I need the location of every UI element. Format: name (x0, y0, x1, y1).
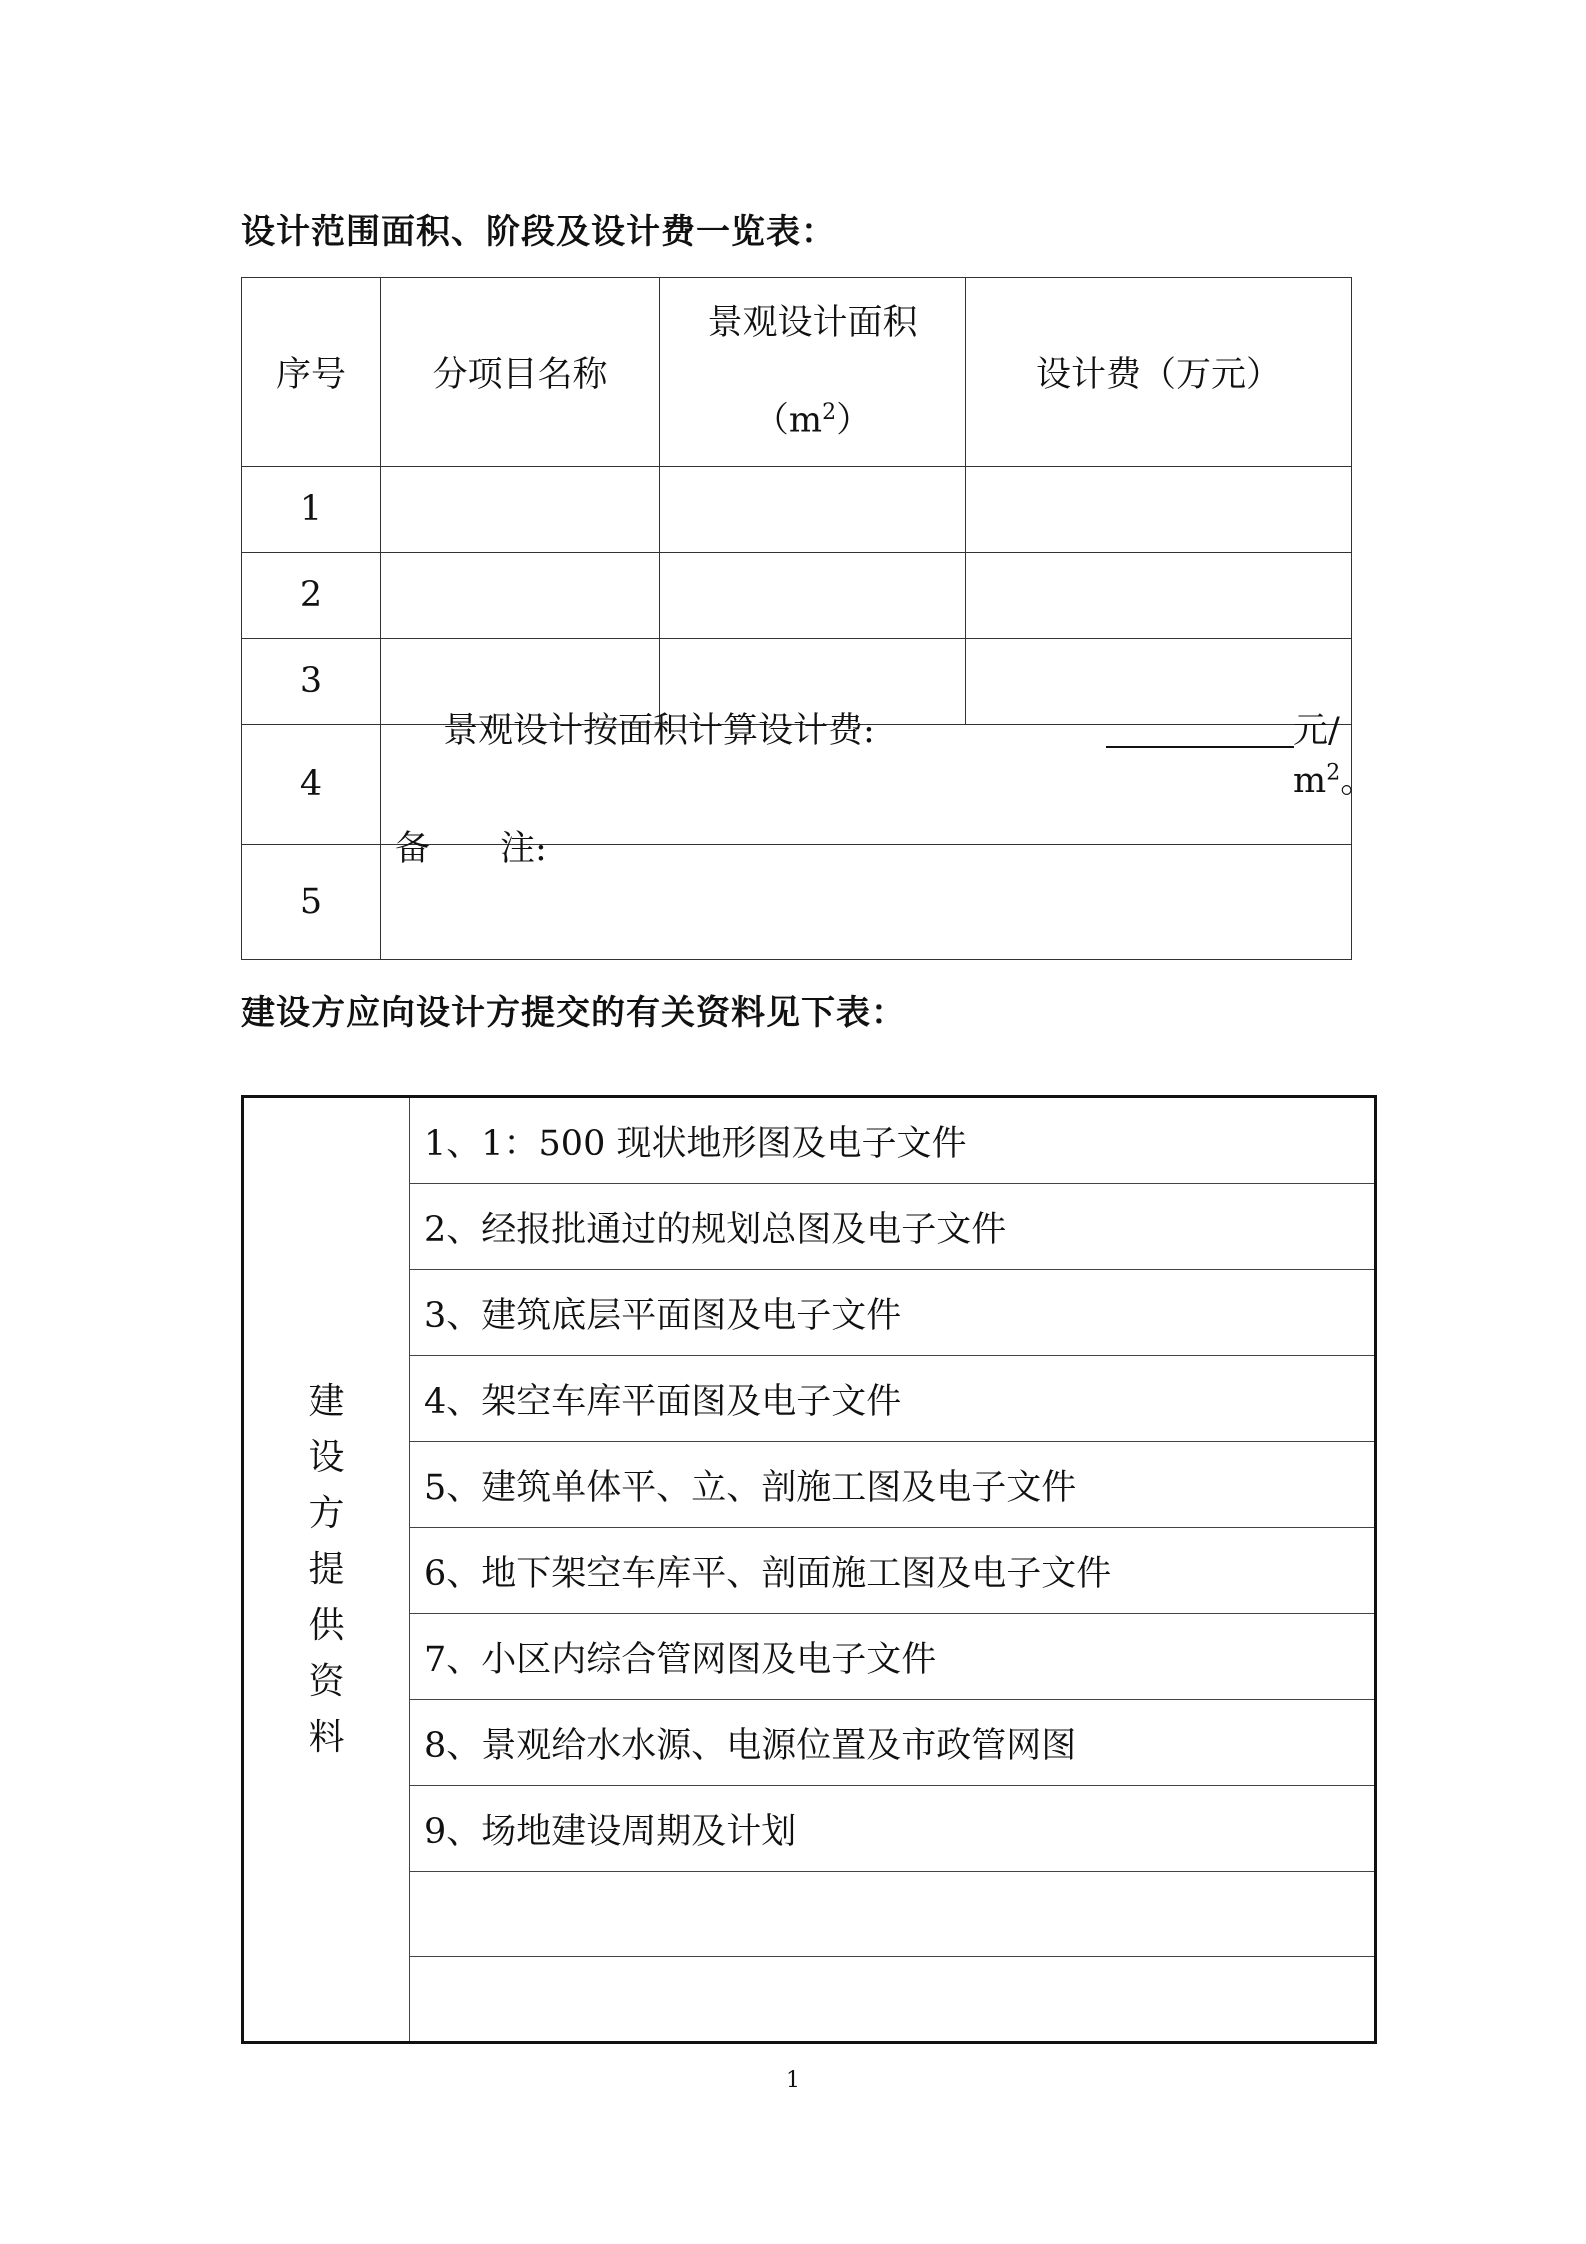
row-name-cell (381, 552, 660, 638)
document-item: 3、建筑底层平面图及电子文件 (410, 1270, 1376, 1356)
row-fee-cell (966, 466, 1352, 552)
header-no: 序号 (242, 278, 381, 467)
fee-table-title: 设计范围面积、阶段及设计费一览表： (241, 212, 836, 252)
list-item (243, 1442, 1376, 1528)
list-item (243, 1097, 1376, 1184)
header-area (660, 278, 966, 467)
row-area-cell (660, 466, 966, 552)
header-area-line1: 景观设计面积 (707, 303, 918, 343)
remark-cell (381, 828, 1352, 959)
row-name-cell (381, 466, 660, 552)
list-item (243, 1528, 1376, 1614)
row-fee-cell (966, 552, 1352, 638)
row-no: 5 (242, 844, 381, 959)
document-item: 8、景观给水水源、电源位置及市政管网图 (410, 1700, 1376, 1786)
document-item: 5、建筑单体平、立、剖施工图及电子文件 (410, 1442, 1376, 1528)
side-label: 建设方提供资料 (308, 1380, 345, 1758)
page-number: 1 (786, 2068, 800, 2093)
list-item (243, 1872, 1376, 1957)
list-item (243, 1184, 1376, 1270)
header-fee: 设计费（万元） (966, 278, 1352, 467)
row-no: 1 (242, 466, 381, 552)
rate-unit: 元/ $m^2$。 (1293, 710, 1376, 801)
list-item (243, 1614, 1376, 1700)
documents-table (241, 1095, 1377, 2044)
row-no: 2 (242, 552, 381, 638)
document-item-empty (410, 1872, 1376, 1957)
row-no: 3 (242, 638, 381, 724)
header-name: 分项目名称 (381, 278, 660, 467)
document-item: 9、场地建设周期及计划 (410, 1786, 1376, 1872)
list-item (243, 1700, 1376, 1786)
header-area-line2: $(m^2)$ (753, 400, 872, 441)
side-label-cell (243, 1097, 410, 2043)
document-item: 2、经报批通过的规划总图及电子文件 (410, 1184, 1376, 1270)
rate-label: 景观设计按面积计算设计费: (443, 710, 875, 751)
document-item: 7、小区内综合管网图及电子文件 (410, 1614, 1376, 1700)
fee-table-header-row (242, 278, 1352, 467)
row-area-cell (660, 552, 966, 638)
table-row (242, 466, 1352, 552)
list-item (243, 1786, 1376, 1872)
list-item (243, 1270, 1376, 1356)
fee-table (241, 277, 1376, 960)
documents-table-title: 建设方应向设计方提交的有关资料见下表： (241, 993, 906, 1033)
document-item: 6、地下架空车库平、剖面施工图及电子文件 (410, 1528, 1376, 1614)
row-no: 4 (242, 724, 381, 844)
remark-label: 备 注: (395, 828, 547, 869)
list-item (243, 1957, 1376, 2043)
document-item-empty (410, 1957, 1376, 2043)
document-item: 4、架空车库平面图及电子文件 (410, 1356, 1376, 1442)
list-item (243, 1356, 1376, 1442)
table-row (242, 552, 1352, 638)
rate-blank-line (1106, 746, 1294, 748)
table-row-remark (242, 844, 1352, 959)
document-item: 1、1：500 现状地形图及电子文件 (410, 1097, 1376, 1184)
